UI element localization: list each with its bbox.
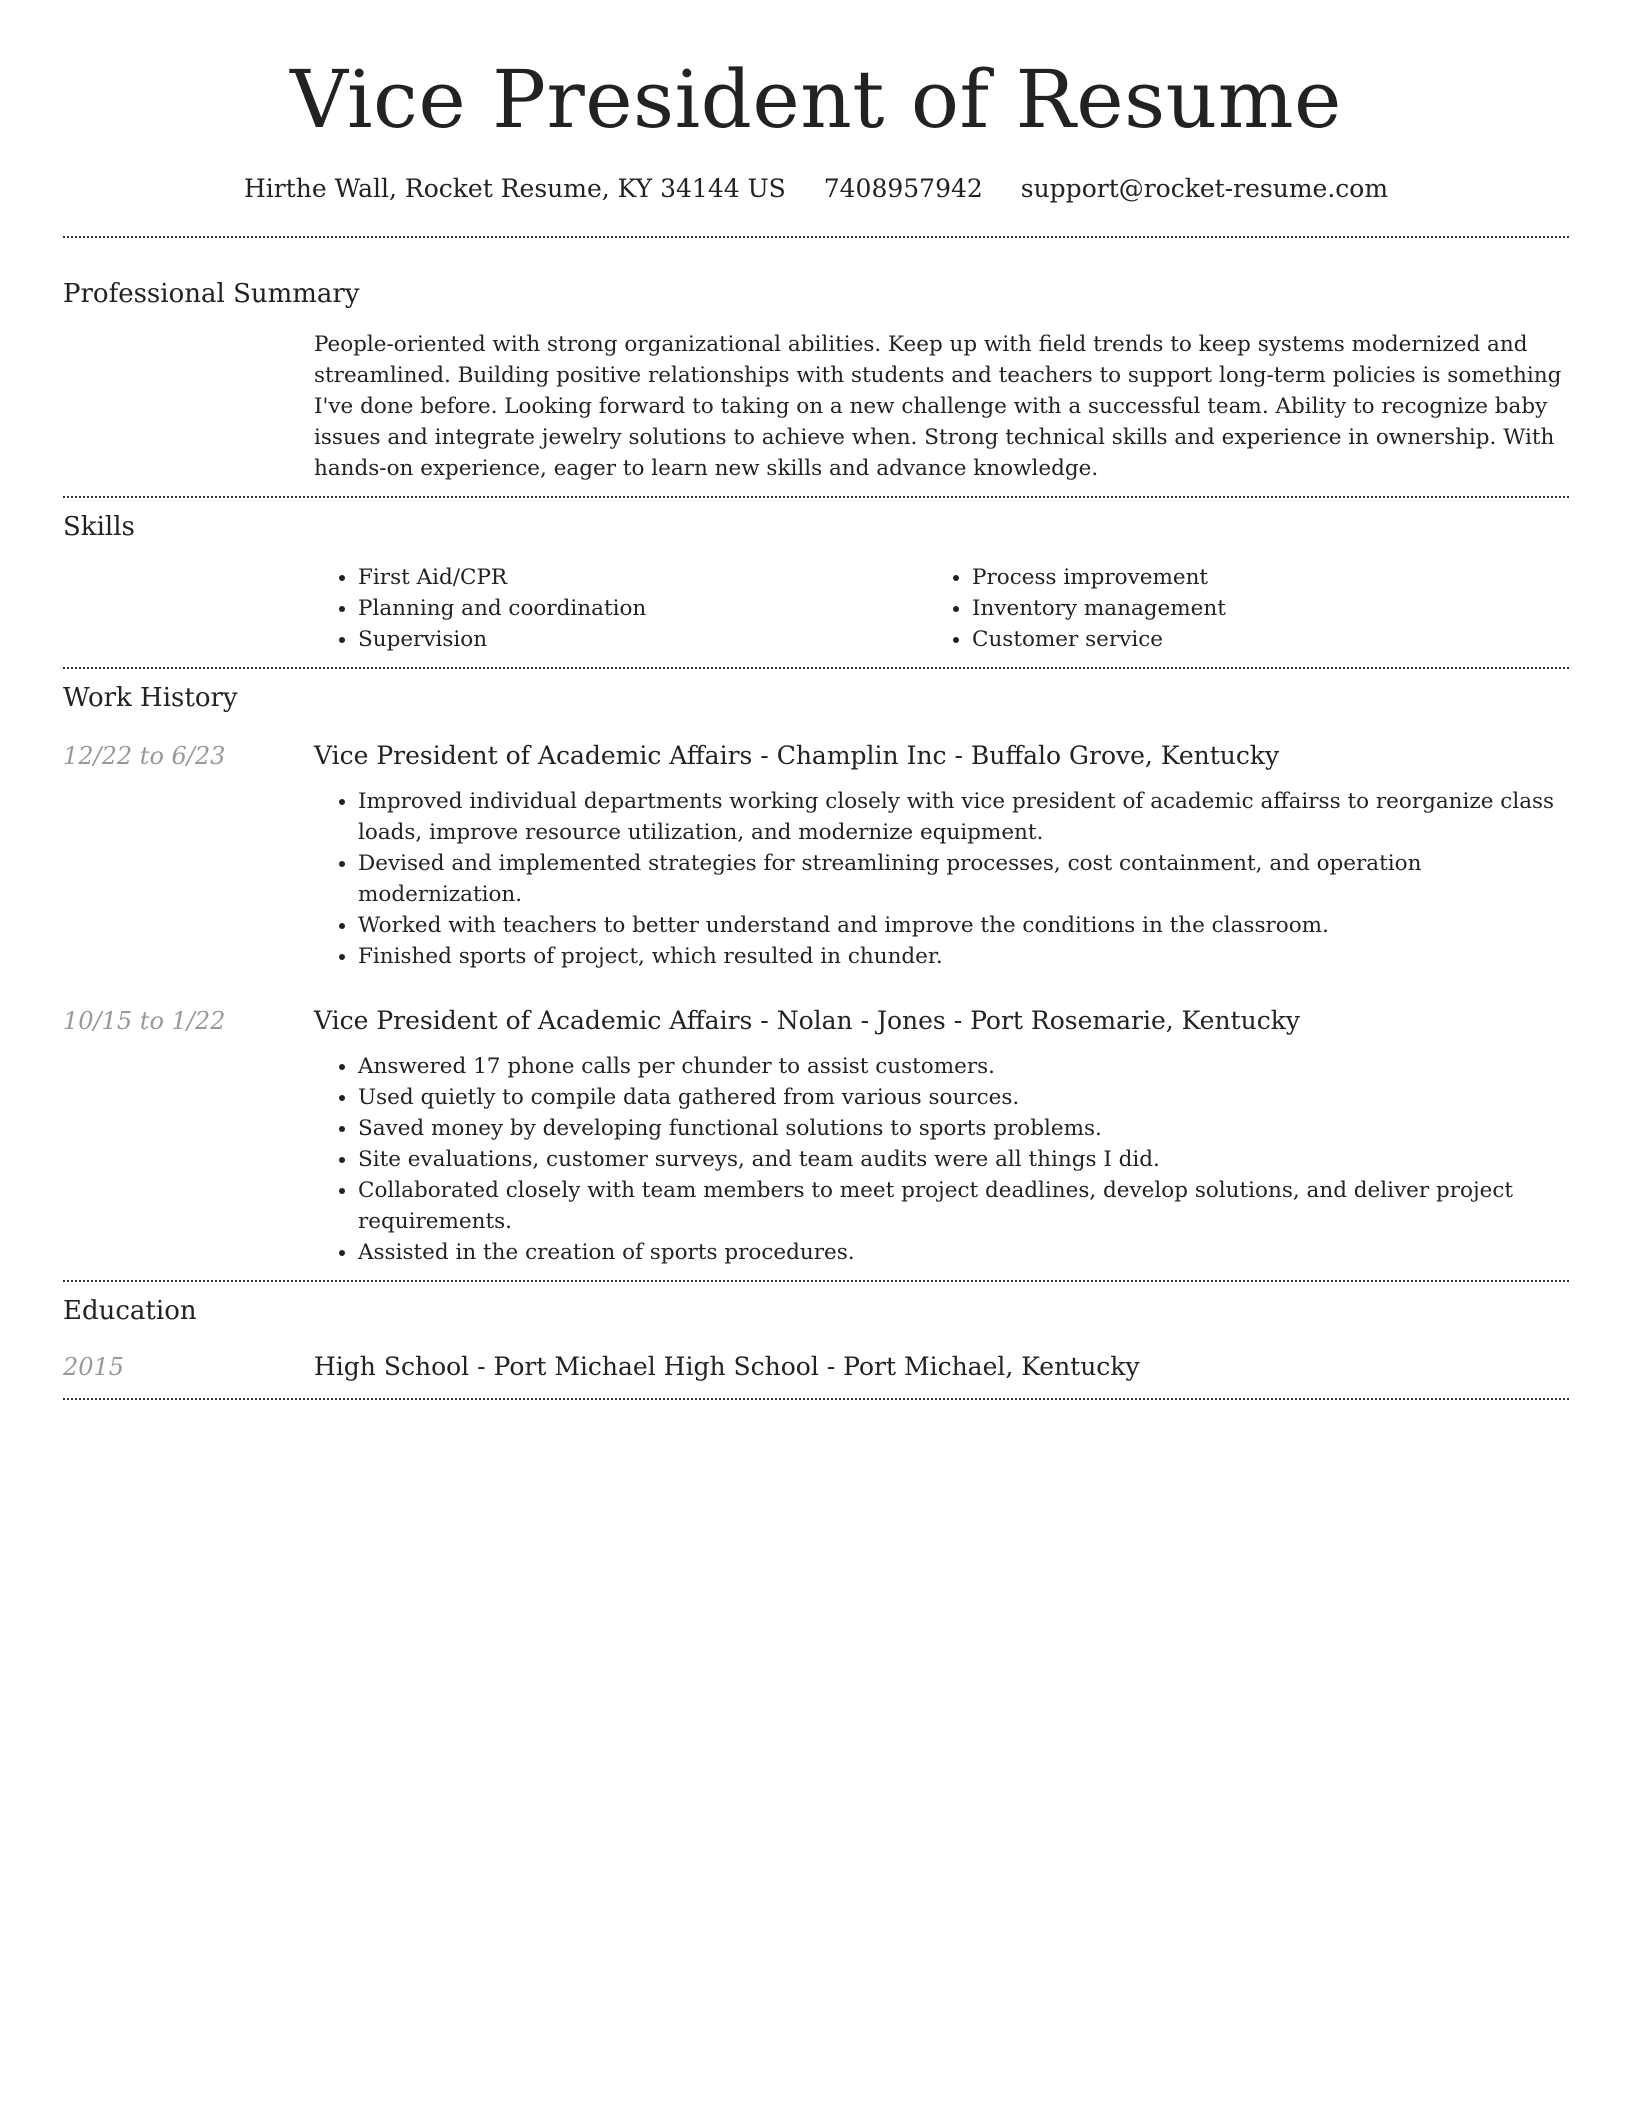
- job-bullet: • Assisted in the creation of sports procedures.: [358, 1237, 1569, 1268]
- divider: [63, 1398, 1569, 1400]
- education-heading-line: High School - Port Michael High School - Port Michael, Kentucky: [314, 1352, 1140, 1381]
- contact-phone: 7408957942: [823, 174, 983, 203]
- job-heading: Vice President of Academic Affairs - Nolan - Jones - Port Rosemarie, Kentucky: [314, 1006, 1300, 1035]
- divider: [63, 1280, 1569, 1282]
- job-body: [314, 1004, 1569, 1268]
- divider: [63, 496, 1569, 498]
- job-dates: 10/15 to 1/22: [63, 1007, 226, 1035]
- skill-item: • First Aid/CPR: [358, 562, 928, 593]
- job-entry: [63, 739, 1569, 972]
- job-bullet: • Used quietly to compile data gathered from various sources.: [358, 1082, 1569, 1113]
- job-entry: [63, 1004, 1569, 1268]
- skills-column-right: [928, 562, 1542, 655]
- education-year: 2015: [63, 1353, 125, 1381]
- summary-text: People-oriented with strong organizational abilities. Keep up with field trends to keep systems modernized and streamlined. Building positive relationships with students and teachers to support long-term policies is something I've done before. Looking forward to taking on a new challenge with a successful team. Ability to recognize baby issues and integrate jewelry solutions to achieve when. Strong technical skills and experience in ownership. With hands-on experience, eager to learn new skills and advance knowledge.: [314, 332, 1562, 481]
- resume-name: Vice President of Resume: [290, 53, 1342, 146]
- job-bullet: • Answered 17 phone calls per chunder to assist customers.: [358, 1051, 1569, 1082]
- skill-item: • Supervision: [358, 624, 928, 655]
- job-dates: 12/22 to 6/23: [63, 742, 226, 770]
- contact-email: support@rocket-resume.com: [1020, 174, 1389, 203]
- job-bullet: • Site evaluations, customer surveys, and team audits were all things I did.: [358, 1144, 1569, 1175]
- job-bullet: • Improved individual departments working closely with vice president of academic affairss to reorganize class loads, improve resource utilization, and modernize equipment.: [358, 786, 1569, 848]
- skill-item: • Customer service: [972, 624, 1542, 655]
- education-body: [314, 1350, 1569, 1384]
- summary-heading: Professional Summary: [63, 279, 360, 309]
- contact-line: [63, 172, 1569, 206]
- skill-item: • Planning and coordination: [358, 593, 928, 624]
- education-heading: Education: [63, 1296, 197, 1326]
- contact-address: Hirthe Wall, Rocket Resume, KY 34144 US: [243, 174, 786, 203]
- skills-heading: Skills: [63, 512, 135, 542]
- job-bullets: [314, 786, 1569, 972]
- job-bullet: • Finished sports of project, which resulted in chunder.: [358, 941, 1569, 972]
- education-entry: [63, 1350, 1569, 1398]
- work-history-heading: Work History: [63, 683, 238, 713]
- skills-column-left: [314, 562, 928, 655]
- job-bullet: • Saved money by developing functional solutions to sports problems.: [358, 1113, 1569, 1144]
- divider: [63, 236, 1569, 238]
- job-bullet: • Collaborated closely with team members to meet project deadlines, develop solutions, and deliver project requirements.: [358, 1175, 1569, 1237]
- job-heading: Vice President of Academic Affairs - Champlin Inc - Buffalo Grove, Kentucky: [314, 741, 1280, 770]
- job-body: [314, 739, 1569, 972]
- skills-list: [314, 562, 1569, 667]
- job-bullet: • Devised and implemented strategies for streamlining processes, cost containment, and operation modernization.: [358, 848, 1569, 910]
- skill-item: • Inventory management: [972, 593, 1542, 624]
- job-bullets: [314, 1051, 1569, 1268]
- divider: [63, 667, 1569, 669]
- job-bullet: • Worked with teachers to better understand and improve the conditions in the classroom.: [358, 910, 1569, 941]
- skill-item: • Process improvement: [972, 562, 1542, 593]
